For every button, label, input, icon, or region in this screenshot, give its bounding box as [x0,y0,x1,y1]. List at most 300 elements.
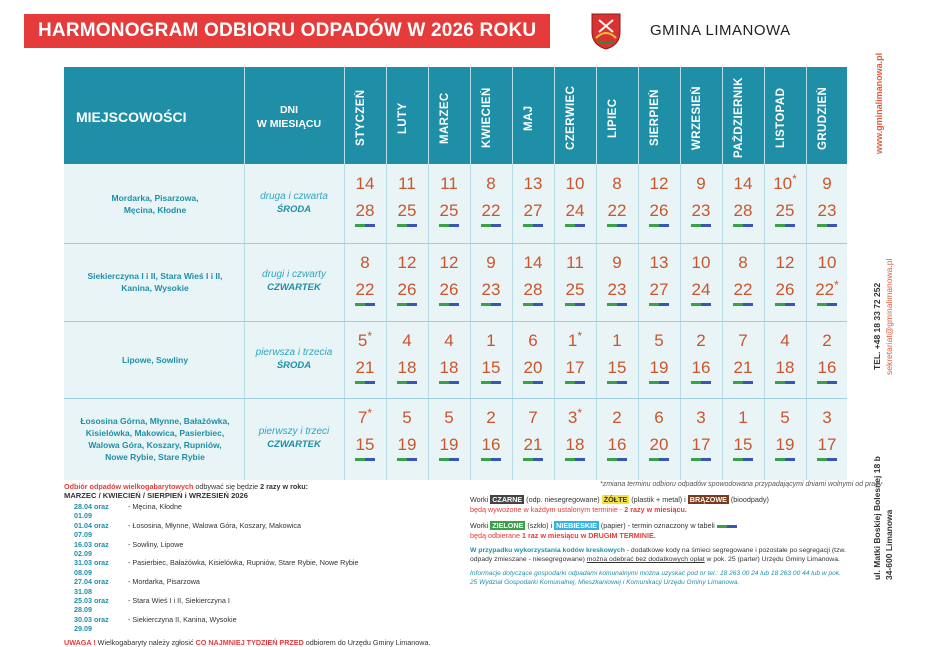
green-mark [481,381,491,384]
first-date: 10 [817,253,837,272]
legend-text: (papier) - termin oznaczony w tabeli [598,521,715,530]
green-mark [397,303,407,306]
green-mark [481,458,491,461]
village-line: Łososina Górna, Młynne, Bałażówka, [80,416,230,426]
glass-paper-mark-icon [397,224,417,227]
first-date: 2 [612,408,622,427]
days-text: druga i czwarta [260,190,328,202]
glass-paper-mark-icon [649,224,669,227]
glass-paper-mark-icon [733,303,753,306]
green-mark [607,224,617,227]
row-divider [64,398,847,399]
second-date: 19 [649,358,669,377]
first-date: 1* [567,329,583,350]
glass-paper-mark-icon [439,224,459,227]
days-header-line1: DNI [279,104,299,116]
second-date: 25 [775,201,795,220]
blue-mark [575,458,585,461]
second-date: 15 [607,358,627,377]
bulky-places: - Pasierbiec, Bałażówka, Kisielówka, Rupniów, Stare Rybie, Nowe Rybie [128,558,359,568]
blue-mark [449,224,459,227]
first-date: 4 [402,331,412,350]
green-mark [565,303,575,306]
legend-line4 [470,531,850,541]
village-names [68,192,242,216]
first-date: 3 [696,408,706,427]
glass-paper-mark-icon [397,303,417,306]
blue-mark [659,458,669,461]
green-mark [775,224,785,227]
green-mark [775,381,785,384]
second-date: 16 [691,358,711,377]
month-header: LIPIEC [607,98,619,138]
first-date: 9 [822,174,832,193]
month-header: GRUDZIEŃ [817,86,829,150]
glass-paper-mark-icon [775,458,795,461]
bulky-dates: 25.03 oraz 28.09 [74,596,109,615]
green-mark [439,224,449,227]
green-mark [439,303,449,306]
glass-paper-mark-icon [481,303,501,306]
date-change-note: *zmiana terminu odbioru odpadów spowodowana przypadającymi dniami wolnymi od pracy [600,481,883,488]
month-header: CZERWIEC [565,85,577,151]
green-mark [691,224,701,227]
blue-mark [449,303,459,306]
green-mark [565,381,575,384]
first-date: 1 [612,331,622,350]
month-header: MAJ [523,105,535,131]
second-date: 25 [439,201,459,220]
warning-bold: CO NAJMNIEJ TYDZIEŃ PRZED [195,637,304,647]
first-date: 2 [822,331,832,350]
green-mark [733,224,743,227]
first-date: 5 [654,331,664,350]
green-mark [691,303,701,306]
green-mark [397,458,407,461]
first-date: 12 [775,253,795,272]
bulky-intro [64,482,459,491]
second-date: 15 [481,358,501,377]
green-mark [607,381,617,384]
glass-paper-mark-icon [439,458,459,461]
days-header [248,103,330,131]
bulky-places: - Łososina, Młynne, Walowa Góra, Koszary, Makowica [128,520,301,530]
legend-line2 [470,505,850,515]
green-mark [355,381,365,384]
first-date: 8 [360,253,370,272]
green-mark [607,458,617,461]
village-line: Męcina, Kłodne [123,204,187,215]
blue-mark [575,224,585,227]
second-date: 21 [733,358,753,377]
bulky-date-row [64,596,459,615]
blue-mark [617,224,627,227]
glass-paper-mark-icon [355,224,375,227]
glass-paper-mark-icon [439,381,459,384]
glass-paper-mark-icon [733,224,753,227]
month-header: LUTY [397,102,409,134]
brown-bag-label: BRĄZOWE [689,495,727,504]
glass-paper-mark-icon [733,381,753,384]
blue-mark [785,224,795,227]
second-date: 28 [733,201,753,220]
legend-line1 [470,495,850,505]
bulky-date-row [64,521,459,540]
green-mark [355,224,365,227]
glass-paper-mark-icon [691,458,711,461]
second-date: 24 [565,201,585,220]
bag-legend [470,495,850,587]
second-date: 19 [439,435,459,454]
glass-paper-mark-icon [565,303,585,306]
first-date: 1 [486,331,496,350]
second-date: 15 [355,435,375,454]
address-street: ul. Matki Boskiej Bolesnej 18 b [872,456,882,580]
municipality-name: GMINA LIMANOWA [650,22,791,39]
green-mark [523,224,533,227]
black-bag-label: CZARNE [492,495,523,504]
row-divider [64,321,847,322]
second-date: 23 [607,280,627,299]
blue-mark [491,458,501,461]
blue-mark [617,303,627,306]
glass-paper-mark-icon [565,224,585,227]
green-mark [775,303,785,306]
village-line: Mordarka, Pisarzowa, [111,192,199,203]
second-date: 22 [481,201,501,220]
bulky-intro-text: odbywać się będzie [193,482,261,491]
days-text: pierwsza i trzecia [255,346,333,358]
first-date: 6 [528,331,538,350]
bulky-places: - Męcina, Kłodne [128,502,182,511]
village-line: Walowa Góra, Koszary, Rupniów, [88,440,222,450]
days-header-line2: W MIESIĄCU [256,118,322,130]
glass-paper-mark-icon [565,381,585,384]
glass-paper-mark-icon [523,224,543,227]
bulky-dates: 28.04 oraz 01.09 [74,502,109,521]
blue-mark [407,303,417,306]
first-date: 5 [780,408,790,427]
blue-mark [365,224,375,227]
glass-paper-mark-icon [817,458,837,461]
collection-days [244,346,344,372]
day-name: CZWARTEK [267,282,321,293]
blue-mark [407,224,417,227]
email-address[interactable]: sekretariat@gminalimanowa.pl [884,258,894,375]
bulky-date-row [64,577,459,596]
first-date: 2 [486,408,496,427]
collection-days [244,268,344,294]
second-date: 19 [775,435,795,454]
second-date: 20 [523,358,543,377]
green-mark [355,458,365,461]
first-date: 4 [780,331,790,350]
second-date: 25 [565,280,585,299]
first-date: 10 [565,174,585,193]
second-date: 16 [817,358,837,377]
legend-bold: 1 raz w miesiącu w DRUGIM TERMINIE. [521,531,656,540]
legend-text: Worki [470,521,491,530]
first-date: 11 [440,174,458,193]
second-date: 26 [439,280,459,299]
village-names [68,415,242,463]
green-mark [649,303,659,306]
village-names [68,354,242,366]
second-date: 16 [607,435,627,454]
second-date: 19 [397,435,417,454]
first-date: 8 [738,253,748,272]
collection-days [244,425,344,451]
first-date: 9 [486,253,496,272]
legend-bold: 2 razy w miesiącu. [624,505,687,514]
second-date: 22 [733,280,753,299]
month-header: KWIECIEŃ [481,87,493,149]
first-date: 14 [523,253,543,272]
glass-paper-mark-icon [397,458,417,461]
second-date: 26 [775,280,795,299]
second-date: 25 [397,201,417,220]
legend-text: będą wywożone w każdym ustalonym terminie - [470,505,625,514]
blue-mark [365,381,375,384]
glass-paper-mark-icon [355,303,375,306]
blue-mark [701,381,711,384]
blue-mark [659,224,669,227]
bulky-date-row [64,615,459,634]
green-mark [523,381,533,384]
month-header: SIERPIEŃ [649,89,661,147]
phone-number: TEL. +48 18 33 72 252 [872,282,882,370]
green-mark [649,458,659,461]
green-mark [397,224,407,227]
bulky-dates: 16.03 oraz 02.09 [74,539,109,559]
village-line: Lipowe, Sowliny [121,354,189,365]
second-date: 18 [775,358,795,377]
green-mark [733,303,743,306]
glass-paper-mark-icon [775,303,795,306]
glass-paper-mark-icon [649,381,669,384]
blue-mark [533,458,543,461]
glass-paper-mark-icon [607,303,627,306]
blue-mark [575,381,585,384]
row-divider [64,243,847,244]
blue-bag-label: NIEBIESKIE [556,521,597,530]
glass-paper-mark-icon [775,224,795,227]
blue-mark [743,381,753,384]
collection-days [244,190,344,216]
blue-mark [701,303,711,306]
legend-text: (szkło) i [525,521,555,530]
green-mark [817,381,827,384]
blue-mark [407,381,417,384]
website-link[interactable]: www.gminalimanowa.pl [874,52,884,154]
blue-mark [491,303,501,306]
bulky-intro-bold: 2 razy w roku: [260,482,309,491]
bulky-dates: 27.04 oraz 31.08 [74,577,109,596]
glass-paper-mark-icon [481,224,501,227]
first-date: 12 [397,253,417,272]
page-title: HARMONOGRAM ODBIORU ODPADÓW W 2026 ROKU [24,14,550,48]
legend-text: Worki [470,495,491,504]
second-date: 21 [355,358,375,377]
first-date: 12 [439,253,459,272]
bulky-dates: 31.03 oraz 08.09 [74,558,109,577]
month-header: MARZEC [439,92,451,144]
glass-paper-mark-icon [523,303,543,306]
blue-mark [365,303,375,306]
second-date: 15 [733,435,753,454]
village-line: Kisielówka, Makowica, Pasierbiec, [85,428,225,438]
first-date: 13 [523,174,543,193]
bulky-date-row [64,502,459,521]
first-date: 8 [486,174,496,193]
green-mark [817,224,827,227]
second-date: 16 [481,435,501,454]
bulky-waste-info [64,482,459,647]
bulky-places: - Sowliny, Lipowe [128,539,184,549]
blue-mark [659,381,669,384]
day-name: ŚRODA [276,359,312,371]
first-date: 9 [612,253,622,272]
blue-mark [785,303,795,306]
bulky-date-row [64,558,459,577]
legend-text: będą odbierane [470,531,522,540]
barcode-end: w pok. 25 (parter) Urzędu Gminy Limanowa. [704,556,840,563]
glass-paper-mark-icon [691,381,711,384]
first-date: 3 [822,408,832,427]
barcode-bold: W przypadku wykorzystania kodów kreskowych [470,547,625,554]
bulky-date-row [64,540,459,559]
first-date: 7 [528,408,538,427]
blue-mark [365,458,375,461]
blue-mark [827,303,837,306]
bulky-intro-red: Odbiór odpadów wielkogabarytowych [64,482,194,491]
address-city: 34-600 Limanowa [884,509,894,580]
yellow-bag-label: ŻÓŁTE [603,495,628,504]
green-mark [565,224,575,227]
glass-paper-mark-icon [649,303,669,306]
glass-paper-mark-icon [733,458,753,461]
warning-end: odbiorem do Urzędu Gminy Limanowa. [303,637,431,647]
glass-paper-mark-icon [607,381,627,384]
green-mark [733,458,743,461]
green-mark [565,458,575,461]
second-date: 23 [691,201,711,220]
blue-mark [743,303,753,306]
barcode-underline: można odebrać bez dodatkowych opłat [586,556,705,563]
first-date: 14 [355,174,375,193]
second-date: 23 [817,201,837,220]
blue-mark [407,458,417,461]
green-mark [439,458,449,461]
village-line: Siekierczyna I i II, Stara Wieś I i II, [87,271,223,281]
blue-mark [743,224,753,227]
blue-mark [827,224,837,227]
bulky-dates: 30.03 oraz 29.09 [74,614,109,634]
month-header: PAŹDZIERNIK [733,77,745,159]
green-mark [481,303,491,306]
second-date: 20 [649,435,669,454]
green-mark [481,224,491,227]
green-mark [397,381,407,384]
glass-paper-mark-icon [481,381,501,384]
glass-paper-mark-icon [775,381,795,384]
first-date: 9 [696,174,706,193]
blue-mark [533,381,543,384]
glass-paper-mark-icon [439,303,459,306]
second-date: 26 [397,280,417,299]
first-date: 10* [773,172,797,193]
month-header: WRZESIEŃ [691,86,703,150]
second-date: 23 [481,280,501,299]
green-mark [649,381,659,384]
first-date: 13 [649,253,669,272]
glass-paper-mark-icon [523,458,543,461]
first-date: 12 [649,174,669,193]
blue-mark [701,458,711,461]
table-header [64,67,847,164]
green-bag-label: ZIELONE [492,521,524,530]
first-date: 5 [402,408,412,427]
second-date: 24 [691,280,711,299]
village-line: Kanina, Wysokie [121,283,189,293]
second-date: 17 [817,435,837,454]
first-date: 14 [733,174,753,193]
legend-mark-icon [717,525,737,528]
blue-mark [785,381,795,384]
legend-line3 [470,521,850,531]
village-names [68,270,242,294]
second-date: 28 [355,201,375,220]
second-date: 18 [439,358,459,377]
warning-text: Wielkogabaryty należy zgłosić [95,637,196,647]
bulky-months: MARZEC / KWIECIEŃ / SIERPIEŃ i WRZESIEŃ 2026 [64,491,248,500]
blue-mark [449,381,459,384]
green-mark [817,303,827,306]
first-date: 2 [696,331,706,350]
bulky-warning [64,638,459,647]
day-name: ŚRODA [276,203,312,215]
blue-mark [491,224,501,227]
second-date: 18 [565,435,585,454]
glass-paper-mark-icon [691,224,711,227]
blue-mark [575,303,585,306]
blue-mark [491,381,501,384]
second-date: 22 [355,280,375,299]
barcode-info [470,546,850,564]
blue-mark [533,224,543,227]
green-mark [439,381,449,384]
glass-paper-mark-icon [481,458,501,461]
blue-mark [743,458,753,461]
warning-label: UWAGA ! [64,637,96,647]
schedule-table [64,67,847,480]
glass-paper-mark-icon [607,458,627,461]
first-date: 6 [654,408,664,427]
glass-paper-mark-icon [523,381,543,384]
first-date: 4 [444,331,454,350]
days-text: drugi i czwarty [262,269,326,280]
green-mark [691,381,701,384]
first-date: 11 [566,253,584,272]
second-date: 21 [523,435,543,454]
glass-paper-mark-icon [817,303,837,306]
locations-header: MIEJSCOWOŚCI [76,109,187,125]
green-mark [733,381,743,384]
village-line: Nowe Rybie, Stare Rybie [105,452,205,462]
days-text: pierwszy i trzeci [258,426,330,437]
second-date: 22 [607,201,627,220]
blue-mark [533,303,543,306]
